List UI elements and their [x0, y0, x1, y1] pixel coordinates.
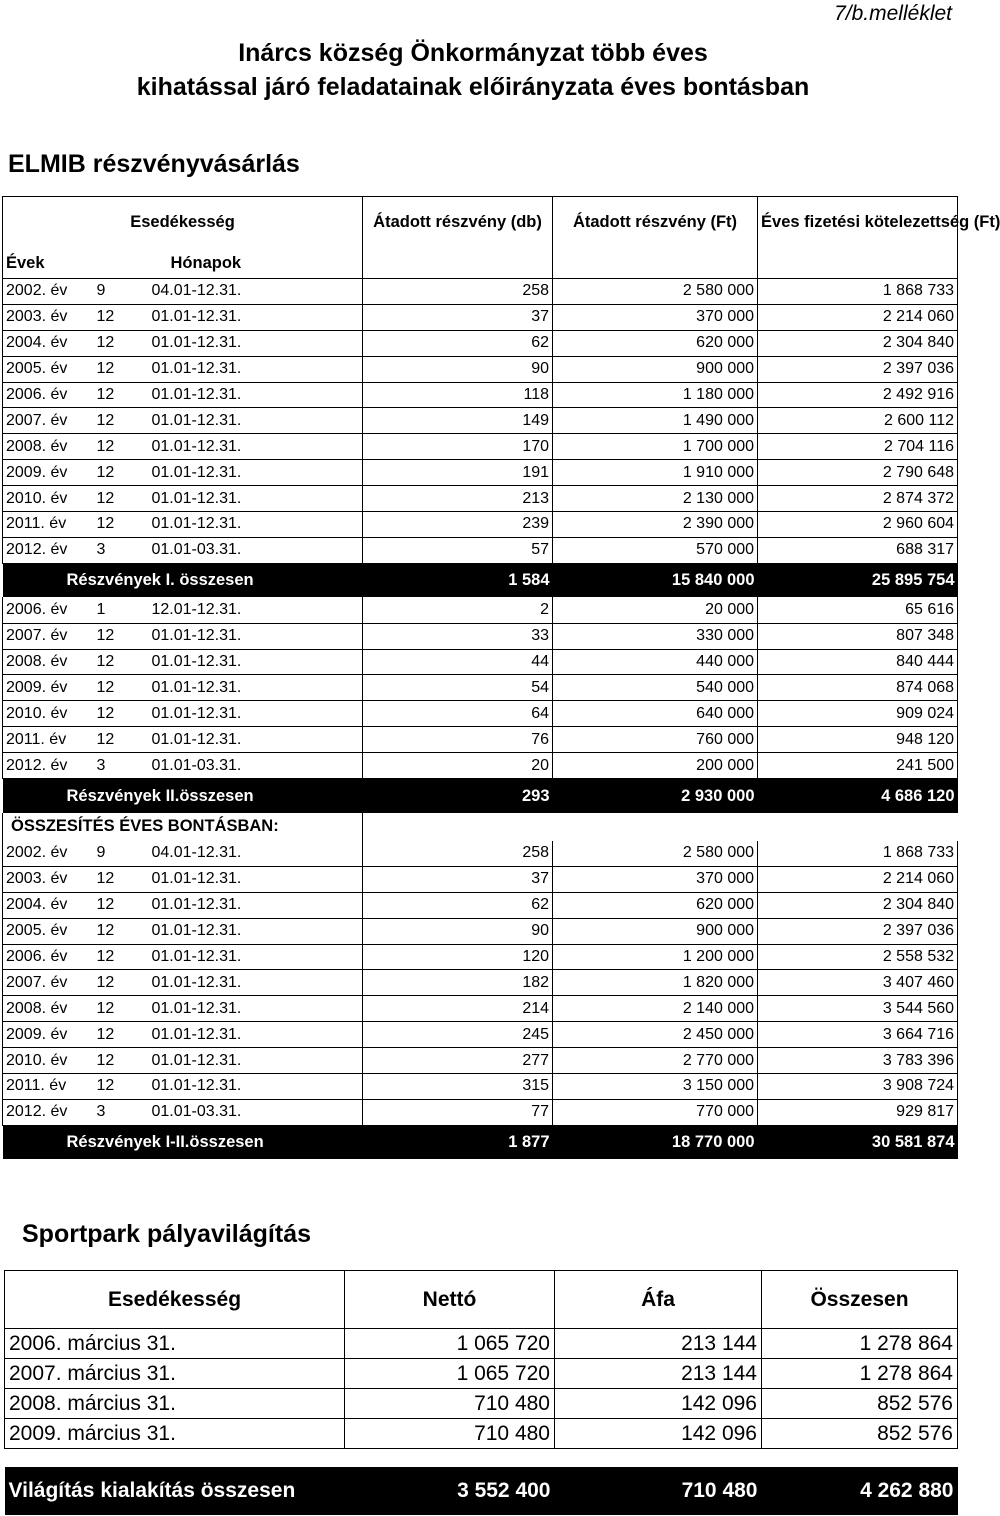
row-period: 01.01-12.31.: [149, 970, 363, 996]
row-year: 2003. év: [3, 304, 94, 330]
row-shares-ft: 2 390 000: [553, 512, 758, 538]
row-shares-db: 258: [363, 841, 553, 867]
row-annual: 2 960 604: [758, 512, 958, 538]
row-months: 3: [94, 753, 149, 779]
table-row: [3, 727, 958, 753]
row-annual: 688 317: [758, 537, 958, 563]
row-shares-ft: 2 450 000: [553, 1022, 758, 1048]
row-year: 2008. év: [3, 996, 94, 1022]
header-due: Esedékesség: [3, 197, 363, 249]
row-year: 2005. év: [3, 356, 94, 382]
row-shares-db: 315: [363, 1074, 553, 1100]
row-months: 12: [94, 996, 149, 1022]
row-shares-ft: 330 000: [553, 623, 758, 649]
sportpark-spacer: [5, 1449, 958, 1467]
header-annual: Éves fizetési kötelezettség (Ft): [758, 197, 958, 249]
row-shares-db: 118: [363, 382, 553, 408]
row-year: 2008. év: [3, 434, 94, 460]
row-period: 01.01-03.31.: [149, 1099, 363, 1125]
table-row: [3, 649, 958, 675]
row-period: 01.01-12.31.: [149, 649, 363, 675]
row-period: 01.01-12.31.: [149, 1074, 363, 1100]
row-annual: 2 600 112: [758, 408, 958, 434]
row-annual: 3 908 724: [758, 1074, 958, 1100]
row-annual: 2 304 840: [758, 330, 958, 356]
row-months: 12: [94, 727, 149, 753]
total-shares-db: 1 584: [363, 563, 553, 597]
page-title-line-2: kihatással járó feladatainak előirányzata éves bontásban: [136, 73, 810, 101]
sportpark-table: [4, 1270, 958, 1515]
row-annual: 2 492 916: [758, 382, 958, 408]
table-row: [3, 866, 958, 892]
sportpark-total: 1 278 864: [762, 1329, 958, 1359]
row-months: 12: [94, 434, 149, 460]
sportpark-header-total: Összesen: [762, 1271, 958, 1329]
row-period: 01.01-12.31.: [149, 1048, 363, 1074]
table-row: [3, 597, 958, 623]
table-row: [3, 918, 958, 944]
section-title-elmib: ELMIB részvényvásárlás: [8, 150, 300, 178]
row-annual: 929 817: [758, 1099, 958, 1125]
row-shares-db: 44: [363, 649, 553, 675]
row-shares-ft: 1 820 000: [553, 970, 758, 996]
elmib-table: [2, 196, 1000, 1159]
sportpark-total: 852 576: [762, 1389, 958, 1419]
row-shares-ft: 640 000: [553, 701, 758, 727]
section-title-sportpark: Sportpark pályavilágítás: [22, 1220, 312, 1248]
row-months: 12: [94, 944, 149, 970]
sportpark-header-row: [5, 1271, 958, 1329]
table-row: [3, 970, 958, 996]
row-shares-ft: 1 700 000: [553, 434, 758, 460]
row-shares-db: 90: [363, 356, 553, 382]
total-row-1: [3, 563, 958, 597]
total-annual: 25 895 754: [758, 563, 958, 597]
row-shares-db: 258: [363, 279, 553, 305]
row-annual: 807 348: [758, 623, 958, 649]
row-shares-db: 191: [363, 460, 553, 486]
row-period: 01.01-12.31.: [149, 892, 363, 918]
row-shares-db: 182: [363, 970, 553, 996]
sportpark-spacer-cell: [5, 1449, 958, 1467]
row-period: 01.01-12.31.: [149, 486, 363, 512]
table-row: [3, 1099, 958, 1125]
table-row: [3, 623, 958, 649]
row-year: 2002. év: [3, 841, 94, 867]
row-months: 12: [94, 701, 149, 727]
row-period: 04.01-12.31.: [149, 841, 363, 867]
row-annual: 2 214 060: [758, 304, 958, 330]
summary-heading-row: [3, 813, 958, 841]
row-period: 01.01-12.31.: [149, 701, 363, 727]
row-period: 01.01-12.31.: [149, 996, 363, 1022]
row-shares-ft: 2 140 000: [553, 996, 758, 1022]
row-period: 01.01-12.31.: [149, 304, 363, 330]
row-period: 01.01-12.31.: [149, 460, 363, 486]
row-period: 01.01-12.31.: [149, 330, 363, 356]
row-shares-ft: 540 000: [553, 675, 758, 701]
header-shares-db: Átadott részvény (db): [363, 197, 553, 249]
row-annual: 241 500: [758, 753, 958, 779]
row-shares-db: 213: [363, 486, 553, 512]
total-annual: 4 686 120: [758, 779, 958, 813]
row-annual: 2 874 372: [758, 486, 958, 512]
row-annual: 2 304 840: [758, 892, 958, 918]
row-year: 2003. év: [3, 866, 94, 892]
table-row: [3, 408, 958, 434]
row-year: 2009. év: [3, 675, 94, 701]
row-period: 01.01-03.31.: [149, 537, 363, 563]
page-title-line-1: Inárcs község Önkormányzat több éves: [238, 39, 708, 67]
sportpark-net: 710 480: [345, 1419, 555, 1449]
row-months: 12: [94, 892, 149, 918]
table-row: [3, 944, 958, 970]
row-year: 2009. év: [3, 1022, 94, 1048]
total-label: Részvények I. összesen: [3, 563, 363, 597]
total-shares-ft: 18 770 000: [553, 1125, 758, 1159]
row-year: 2004. év: [3, 892, 94, 918]
row-months: 3: [94, 1099, 149, 1125]
sportpark-vat: 142 096: [555, 1389, 762, 1419]
row-year: 2006. év: [3, 944, 94, 970]
row-months: 12: [94, 1048, 149, 1074]
row-annual: 2 558 532: [758, 944, 958, 970]
row-annual: 2 397 036: [758, 356, 958, 382]
row-months: 9: [94, 279, 149, 305]
row-shares-ft: 20 000: [553, 597, 758, 623]
row-year: 2007. év: [3, 408, 94, 434]
summary-heading: ÖSSZESÍTÉS ÉVES BONTÁSBAN:: [3, 813, 363, 841]
row-year: 2010. év: [3, 1048, 94, 1074]
row-shares-ft: 200 000: [553, 753, 758, 779]
sportpark-row: [5, 1329, 958, 1359]
row-year: 2011. év: [3, 727, 94, 753]
sportpark-total-net: 3 552 400: [345, 1467, 555, 1515]
sportpark-header-net: Nettó: [345, 1271, 555, 1329]
row-year: 2012. év: [3, 753, 94, 779]
row-year: 2007. év: [3, 970, 94, 996]
row-shares-ft: 900 000: [553, 918, 758, 944]
row-months: 12: [94, 675, 149, 701]
row-period: 01.01-12.31.: [149, 944, 363, 970]
row-shares-ft: 1 200 000: [553, 944, 758, 970]
row-annual: 2 790 648: [758, 460, 958, 486]
row-shares-db: 64: [363, 701, 553, 727]
row-months: 1: [94, 597, 149, 623]
table-row: [3, 512, 958, 538]
sportpark-vat: 213 144: [555, 1329, 762, 1359]
row-year: 2004. év: [3, 330, 94, 356]
sportpark-net: 1 065 720: [345, 1329, 555, 1359]
row-year: 2005. év: [3, 918, 94, 944]
row-shares-db: 214: [363, 996, 553, 1022]
row-period: 01.01-12.31.: [149, 356, 363, 382]
table-row: [3, 537, 958, 563]
row-shares-ft: 2 770 000: [553, 1048, 758, 1074]
sportpark-total: 1 278 864: [762, 1359, 958, 1389]
row-shares-db: 120: [363, 944, 553, 970]
table-row: [3, 434, 958, 460]
row-shares-ft: 620 000: [553, 892, 758, 918]
row-annual: 3 544 560: [758, 996, 958, 1022]
total-annual: 30 581 874: [758, 1125, 958, 1159]
row-annual: 874 068: [758, 675, 958, 701]
table-row: [3, 1022, 958, 1048]
total-label: Részvények II.összesen: [3, 779, 363, 813]
sportpark-header-due: Esedékesség: [5, 1271, 345, 1329]
table-row: [3, 892, 958, 918]
row-annual: 65 616: [758, 597, 958, 623]
row-period: 01.01-12.31.: [149, 512, 363, 538]
row-shares-db: 37: [363, 304, 553, 330]
row-annual: 948 120: [758, 727, 958, 753]
row-period: 04.01-12.31.: [149, 279, 363, 305]
row-annual: 909 024: [758, 701, 958, 727]
row-months: 12: [94, 460, 149, 486]
row-period: 01.01-12.31.: [149, 408, 363, 434]
row-shares-db: 76: [363, 727, 553, 753]
row-period: 01.01-12.31.: [149, 382, 363, 408]
row-months: 12: [94, 649, 149, 675]
sportpark-total: 852 576: [762, 1419, 958, 1449]
sportpark-row: [5, 1389, 958, 1419]
row-shares-db: 149: [363, 408, 553, 434]
row-year: 2008. év: [3, 649, 94, 675]
row-shares-ft: 570 000: [553, 537, 758, 563]
row-shares-ft: 770 000: [553, 1099, 758, 1125]
row-annual: 2 704 116: [758, 434, 958, 460]
row-shares-ft: 620 000: [553, 330, 758, 356]
row-year: 2006. év: [3, 597, 94, 623]
sportpark-vat: 142 096: [555, 1419, 762, 1449]
table-row: [3, 279, 958, 305]
table-row: [3, 701, 958, 727]
table-row: [3, 356, 958, 382]
table-row: [3, 486, 958, 512]
row-shares-db: 20: [363, 753, 553, 779]
header-years: Évek: [3, 249, 94, 279]
table-row: [3, 1048, 958, 1074]
row-year: 2012. év: [3, 1099, 94, 1125]
header-shares-ft: Átadott részvény (Ft): [553, 197, 758, 249]
row-period: 01.01-12.31.: [149, 675, 363, 701]
row-shares-ft: 760 000: [553, 727, 758, 753]
row-shares-ft: 2 580 000: [553, 279, 758, 305]
row-year: 2002. év: [3, 279, 94, 305]
row-shares-db: 62: [363, 330, 553, 356]
row-months: 12: [94, 1022, 149, 1048]
row-months: 3: [94, 537, 149, 563]
row-shares-db: 37: [363, 866, 553, 892]
row-period: 01.01-03.31.: [149, 753, 363, 779]
total-shares-ft: 2 930 000: [553, 779, 758, 813]
row-period: 01.01-12.31.: [149, 434, 363, 460]
row-annual: 3 783 396: [758, 1048, 958, 1074]
row-shares-ft: 900 000: [553, 356, 758, 382]
row-months: 12: [94, 408, 149, 434]
row-year: 2011. év: [3, 1074, 94, 1100]
sportpark-total-row: [5, 1467, 958, 1515]
row-year: 2007. év: [3, 623, 94, 649]
row-period: 01.01-12.31.: [149, 1022, 363, 1048]
sportpark-row: [5, 1359, 958, 1389]
row-months: 12: [94, 486, 149, 512]
table-row: [3, 753, 958, 779]
row-shares-db: 239: [363, 512, 553, 538]
total-label: Részvények I-II.összesen: [3, 1125, 363, 1159]
row-shares-ft: 1 490 000: [553, 408, 758, 434]
table-row: [3, 330, 958, 356]
row-shares-db: 170: [363, 434, 553, 460]
row-annual: 3 664 716: [758, 1022, 958, 1048]
table-row: [3, 460, 958, 486]
row-months: 12: [94, 356, 149, 382]
row-shares-ft: 1 180 000: [553, 382, 758, 408]
row-period: 01.01-12.31.: [149, 918, 363, 944]
sportpark-net: 1 065 720: [345, 1359, 555, 1389]
total-shares-ft: 15 840 000: [553, 563, 758, 597]
row-annual: 1 868 733: [758, 841, 958, 867]
row-shares-ft: 2 130 000: [553, 486, 758, 512]
sportpark-total-label: Világítás kialakítás összesen: [5, 1467, 345, 1515]
row-shares-db: 277: [363, 1048, 553, 1074]
row-months: 12: [94, 512, 149, 538]
row-annual: 1 868 733: [758, 279, 958, 305]
page-title: [0, 36, 960, 104]
row-year: 2009. év: [3, 460, 94, 486]
table-row: [3, 996, 958, 1022]
summary-empty: [363, 813, 958, 841]
header-months: Hónapok: [149, 249, 363, 279]
total-shares-db: 1 877: [363, 1125, 553, 1159]
sportpark-net: 710 480: [345, 1389, 555, 1419]
row-shares-ft: 1 910 000: [553, 460, 758, 486]
total-row-2: [3, 779, 958, 813]
row-year: 2012. év: [3, 537, 94, 563]
row-months: 12: [94, 1074, 149, 1100]
table-header-row: [3, 197, 958, 249]
sportpark-total-vat: 710 480: [555, 1467, 762, 1515]
row-year: 2006. év: [3, 382, 94, 408]
table-row: [3, 1074, 958, 1100]
sportpark-date: 2008. március 31.: [5, 1389, 345, 1419]
sportpark-date: 2009. március 31.: [5, 1419, 345, 1449]
table-subheader-row: [3, 249, 958, 279]
row-shares-ft: 440 000: [553, 649, 758, 675]
row-shares-db: 62: [363, 892, 553, 918]
row-months: 12: [94, 304, 149, 330]
row-shares-db: 57: [363, 537, 553, 563]
row-months: 12: [94, 866, 149, 892]
row-shares-ft: 2 580 000: [553, 841, 758, 867]
row-period: 12.01-12.31.: [149, 597, 363, 623]
row-year: 2010. év: [3, 486, 94, 512]
row-months: 12: [94, 330, 149, 356]
total-row-3: [3, 1125, 958, 1159]
row-annual: 3 407 460: [758, 970, 958, 996]
row-months: 9: [94, 841, 149, 867]
row-shares-ft: 3 150 000: [553, 1074, 758, 1100]
table-row: [3, 382, 958, 408]
sportpark-total-total: 4 262 880: [762, 1467, 958, 1515]
row-months: 12: [94, 970, 149, 996]
row-shares-db: 54: [363, 675, 553, 701]
sportpark-row: [5, 1419, 958, 1449]
sportpark-date: 2006. március 31.: [5, 1329, 345, 1359]
row-period: 01.01-12.31.: [149, 623, 363, 649]
sportpark-date: 2007. március 31.: [5, 1359, 345, 1389]
row-months: 12: [94, 918, 149, 944]
row-shares-ft: 370 000: [553, 866, 758, 892]
table-row: [3, 304, 958, 330]
sportpark-header-vat: Áfa: [555, 1271, 762, 1329]
row-period: 01.01-12.31.: [149, 727, 363, 753]
row-months: 12: [94, 382, 149, 408]
row-shares-db: 77: [363, 1099, 553, 1125]
row-year: 2011. év: [3, 512, 94, 538]
row-shares-ft: 370 000: [553, 304, 758, 330]
row-year: 2010. év: [3, 701, 94, 727]
table-row: [3, 675, 958, 701]
row-annual: 2 214 060: [758, 866, 958, 892]
row-shares-db: 2: [363, 597, 553, 623]
row-annual: 840 444: [758, 649, 958, 675]
row-period: 01.01-12.31.: [149, 866, 363, 892]
total-shares-db: 293: [363, 779, 553, 813]
row-shares-db: 90: [363, 918, 553, 944]
row-shares-db: 245: [363, 1022, 553, 1048]
row-months: 12: [94, 623, 149, 649]
row-shares-db: 33: [363, 623, 553, 649]
row-annual: 2 397 036: [758, 918, 958, 944]
annex-label: 7/b.melléklet: [834, 2, 952, 25]
sportpark-vat: 213 144: [555, 1359, 762, 1389]
table-row: [3, 841, 958, 867]
